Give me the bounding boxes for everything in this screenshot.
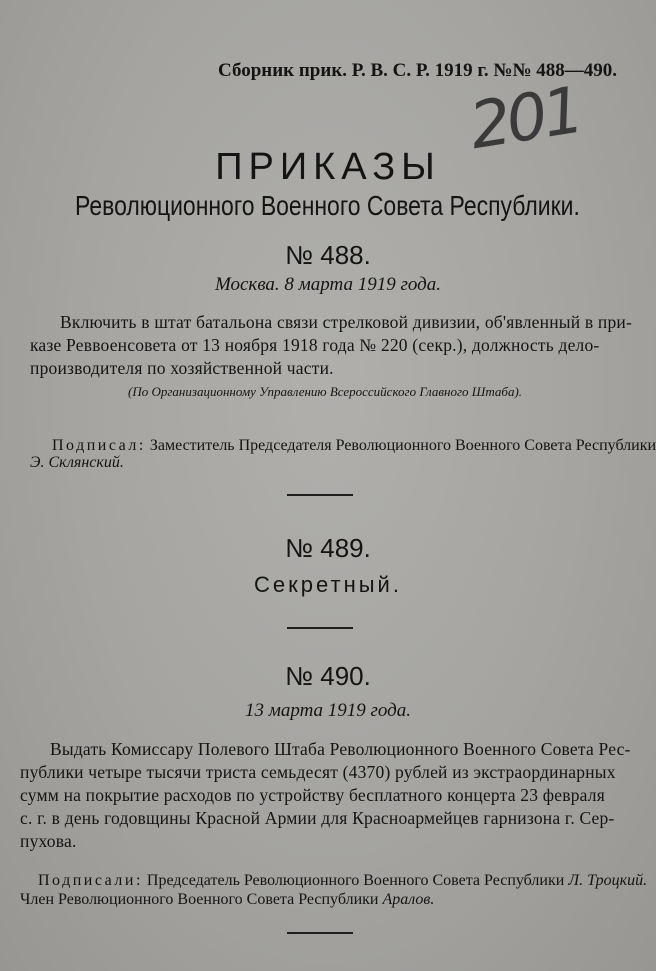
signer-name: Аралов. [382,891,435,908]
signed-position: Председатель Революционного Военного Совета Республики [146,872,565,889]
order-489-title: Секретный. [254,572,402,597]
document-title: ПРИКАЗЫ [215,146,441,188]
order-489-number: № 489. [285,533,371,563]
order-488-line-2: казе Реввоенсовета от 13 ноября 1918 года № 220 (секр.), должность дело- [30,335,600,355]
signed-position: Член Революционного Военного Совета Республики [20,891,379,908]
order-490-text [0,738,631,853]
section-divider [287,627,353,629]
order-488-number: № 488. [285,240,371,270]
order-490-line-3: сумм на покрытие расходов по устройству бесплатного концерта 23 февраля [20,785,605,805]
order-490-number: № 490. [285,661,371,691]
order-488-source: (По Организационному Управлению Всероссийского Главного Штаба). [128,384,523,399]
order-490-dateline: 13 марта 1919 года. [244,700,412,721]
signed-label: Подписал: [52,437,146,454]
document-subtitle: Революционного Военного Совета Республики. [75,190,580,221]
signed-position: Заместитель Председателя Революционного Военного Совета Республики [149,437,656,454]
order-488-dateline: Москва. 8 марта 1919 года. [214,274,442,295]
order-490-line-1: Выдать Комиссару Полевого Штаба Революционного Военного Совета Рес- [50,739,631,759]
signed-label: Подписали: [38,872,143,889]
collection-header: Сборник прик. Р. В. С. Р. 1919 г. №№ 488—490. [218,60,618,81]
order-488-line-1: Включить в штат батальона связи стрелковой дивизии, об'явленный в при- [60,312,633,332]
order-490-line-4: с. г. в день годовщины Красной Армии для Красноармейцев гарнизона г. Сер- [20,808,615,828]
order-488-text [0,311,632,380]
order-488-signer: Э. Склянский. [30,454,124,471]
handwritten-page-number: 201 [464,73,586,165]
order-490-line-5: пухова. [20,831,77,851]
signer-name: Л. Троцкий. [568,872,648,889]
section-divider [287,932,353,934]
order-490-line-2: публики четыре тысячи триста семьдесят (4370) рублей из экстраординарных [20,762,616,782]
order-490-signature-line-2 [20,888,434,911]
section-divider [287,494,353,496]
order-488-line-3: производителя по хозяйственной части. [30,358,334,378]
order-488-signature-line [52,434,656,457]
